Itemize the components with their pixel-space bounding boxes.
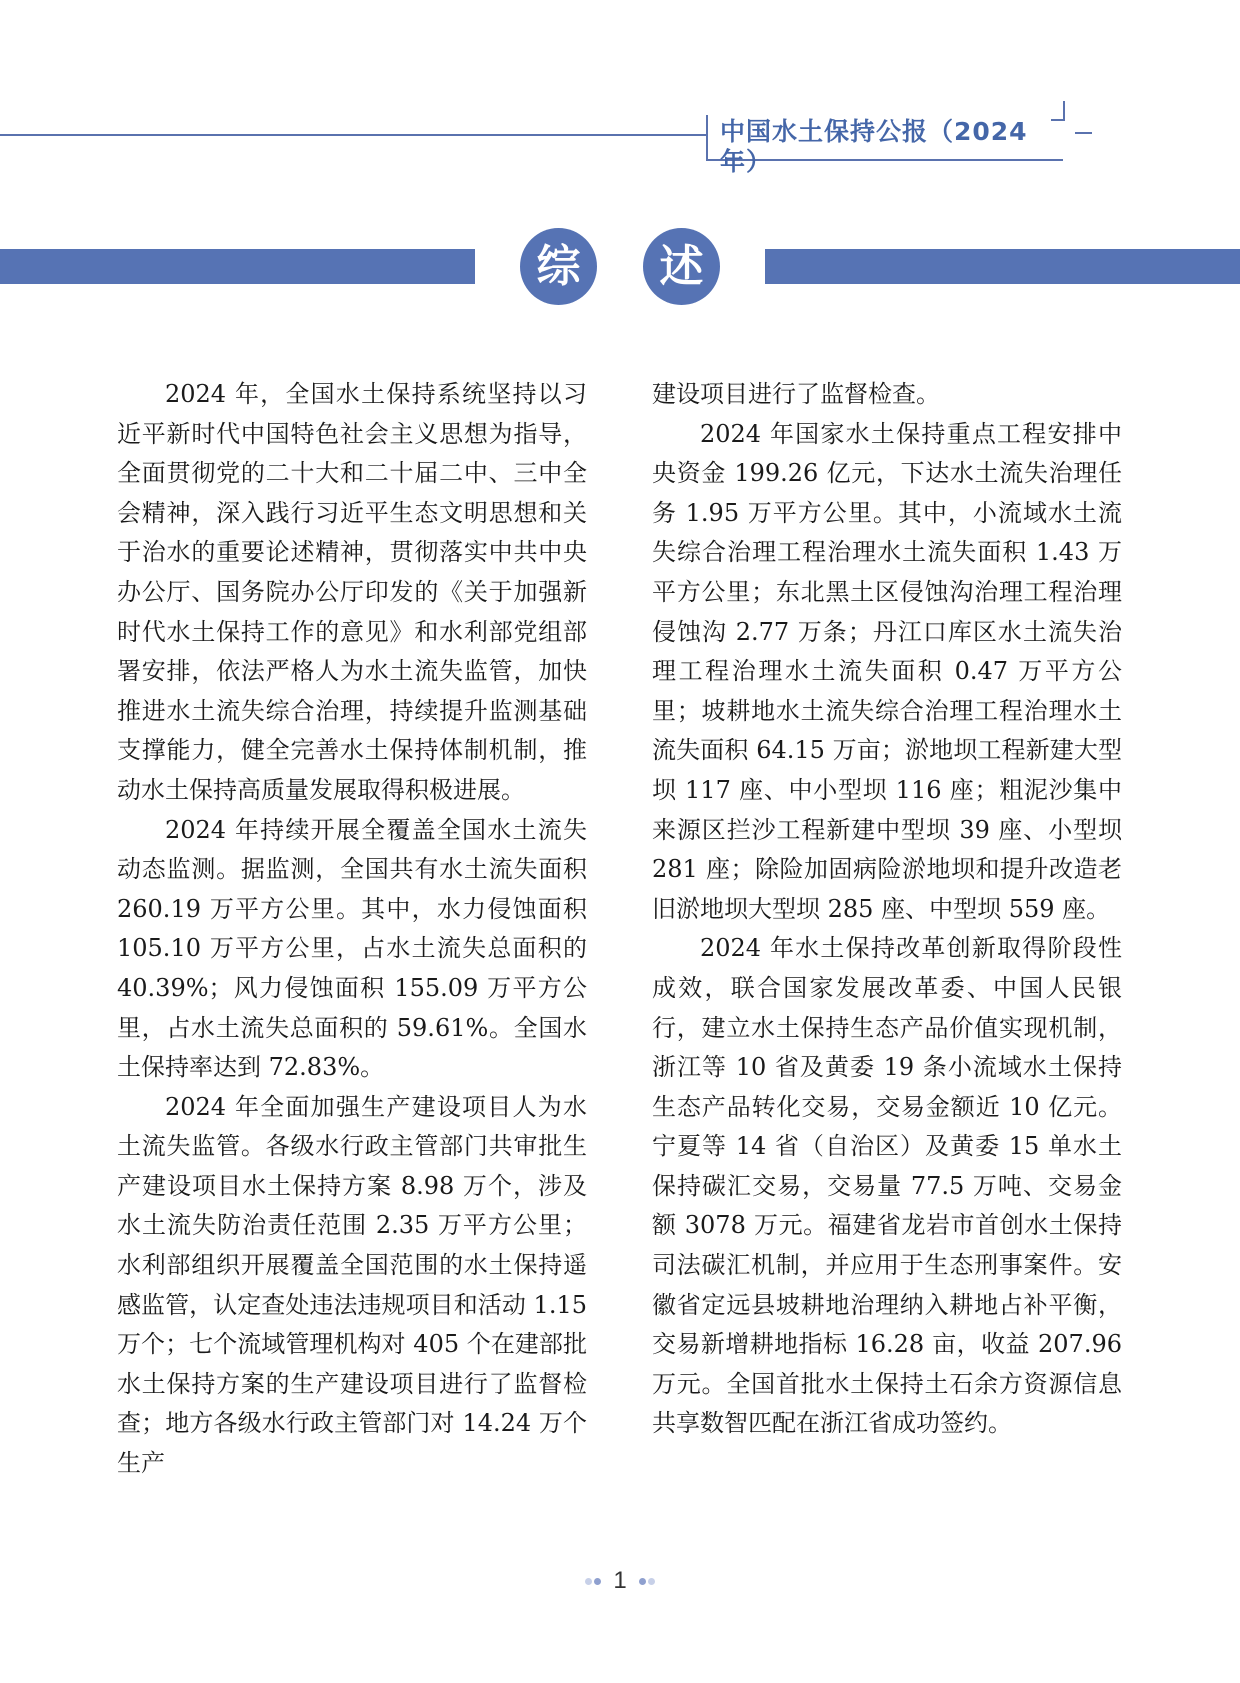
header-rule (0, 134, 706, 136)
right-column (652, 375, 1122, 1444)
running-header-title: 中国水土保持公报（2024 年） (720, 117, 1028, 176)
section-band-left (0, 249, 475, 284)
header-rule-tail (1075, 132, 1092, 134)
paragraph-key-projects: 2024 年国家水土保持重点工程安排中央资金 199.26 亿元，下达水土流失治理任务 1.95 万平方公里。其中，小流域水土流失综合治理工程治理水土流失面积 1.43 万平方公里；东北黑土区侵蚀沟治理工程治理侵蚀沟 2.77 万条；丹江口库区水土流失治理工程治理水土流失面积 0.47 万平方公里；坡耕地水土流失综合治理工程治理水土流失面积 64.15 万亩；淤地坝工程新建大型坝 117 座、中小型坝 116 座；粗泥沙集中来源区拦沙工程新建中型坝 39 座、小型坝 281 座；除险加固病险淤地坝和提升改造老旧淤地坝大型坝 285 座、中型坝 559 座。 (652, 419, 1122, 923)
paragraph-overview: 2024 年，全国水土保持系统坚持以习近平新时代中国特色社会主义思想为指导，全面贯彻党的二十大和二十届二中、三中全会精神，深入践行习近平生态文明思想和关于治水的重要论述精神，贯彻落实中共中央办公厅、国务院办公厅印发的《关于加强新时代水土保持工作的意见》和水利部党组部署安排，依法严格人为水土流失监管，加快推进水土流失综合治理，持续提升监测基础支撑能力，健全完善水土保持体制机制，推动水土保持高质量发展取得积极进展。 (117, 380, 587, 804)
footer-dot-icon (648, 1578, 655, 1585)
paragraph-supervision-continued: 建设项目进行了监督检查。 (652, 380, 940, 408)
paragraph-reform: 2024 年水土保持改革创新取得阶段性成效，联合国家发展改革委、中国人民银行，建立水土保持生态产品价值实现机制，浙江等 10 省及黄委 19 条小流域水土保持生态产品转化交易，交易金额近 10 亿元。宁夏等 14 省（自治区）及黄委 15 单水土保持碳汇交易，交易量 77.5 万吨、交易金额 3078 万元。福建省龙岩市首创水土保持司法碳汇机制，并应用于生态刑事案件。安徽省定远县坡耕地治理纳入耕地占补平衡，交易新增耕地指标 16.28 亩，收益 207.96 万元。全国首批水土保持土石余方资源信息共享数智匹配在浙江省成功签约。 (652, 934, 1122, 1438)
left-column (117, 375, 587, 1484)
section-title-char-1: 综 (520, 228, 597, 305)
section-title-char-2: 述 (643, 228, 720, 305)
paragraph-monitoring: 2024 年持续开展全覆盖全国水土流失动态监测。据监测，全国共有水土流失面积 260.19 万平方公里。其中，水力侵蚀面积 105.10 万平方公里，占水土流失总面积的 40.39%；风力侵蚀面积 155.09 万平方公里，占水土流失总面积的 59.61%。全国水土保持率达到 72.83%。 (117, 815, 587, 1082)
page-number: 1 (613, 1567, 627, 1594)
section-band-right (765, 249, 1240, 284)
footer-dot-icon (639, 1578, 646, 1585)
footer-dot-icon (585, 1578, 592, 1585)
paragraph-supervision: 2024 年全面加强生产建设项目人为水土流失监管。各级水行政主管部门共审批生产建设项目水土保持方案 8.98 万个，涉及水土流失防治责任范围 2.35 万平方公里；水利部组织开展覆盖全国范围的水土保持遥感监管，认定查处违法违规项目和活动 1.15 万个；七个流域管理机构对 405 个在建部批水土保持方案的生产建设项目进行了监督检查；地方各级水行政主管部门对 14.24 万个生产 (117, 1092, 587, 1478)
page-footer (580, 1566, 660, 1596)
footer-dot-icon (594, 1578, 601, 1585)
